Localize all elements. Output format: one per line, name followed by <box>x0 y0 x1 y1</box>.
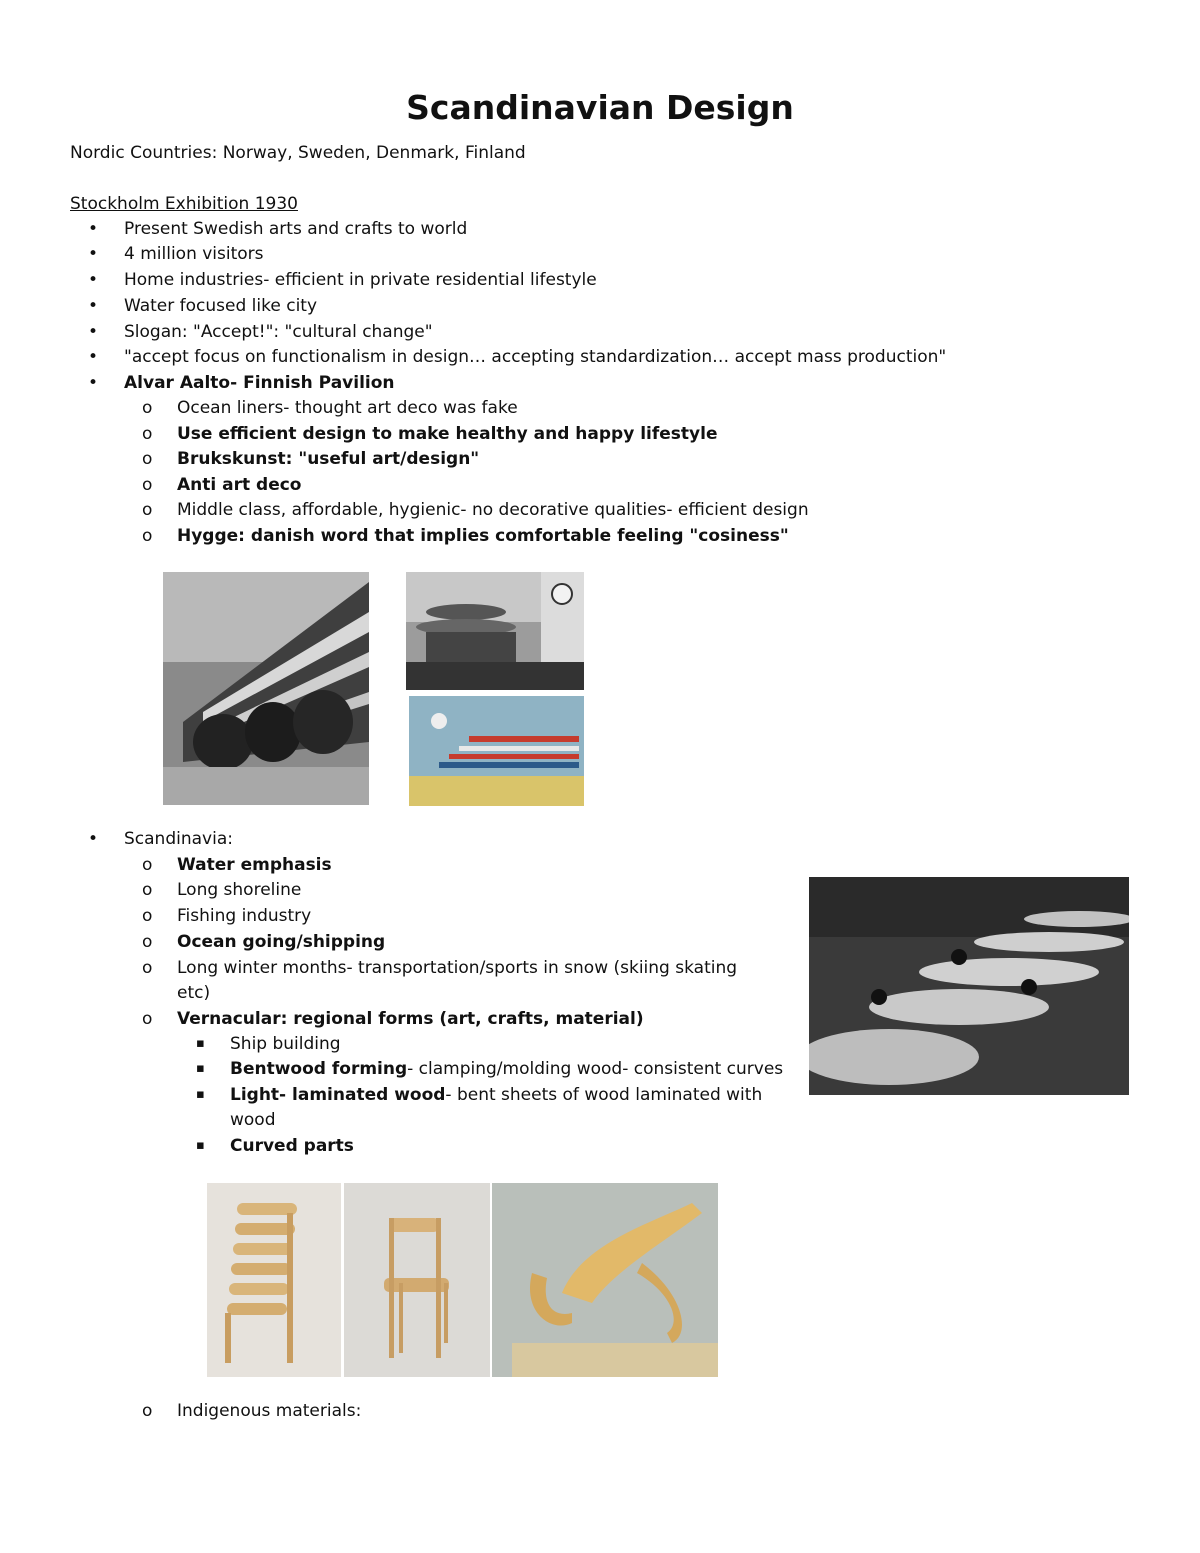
sub-list-item: Indigenous materials: <box>177 1401 362 1421</box>
circle-marker: o <box>142 500 153 520</box>
exhibition-poster-image <box>409 696 584 806</box>
list-item: Present Swedish arts and crafts to world <box>124 219 468 239</box>
list-item: Slogan: "Accept!": "cultural change" <box>124 322 433 342</box>
bullet-marker: • <box>88 244 99 264</box>
list-item: "accept focus on functionalism in design… accepting standardization… accept mass production" <box>124 347 947 367</box>
subsub-list-item <box>230 1058 783 1080</box>
bullet-marker: • <box>88 322 99 342</box>
circle-marker: o <box>142 880 153 900</box>
sub-list-item: Brukskunst: "useful art/design" <box>177 449 480 469</box>
sub-list-item-continued: etc) <box>177 983 211 1003</box>
circle-marker: o <box>142 475 153 495</box>
circle-marker: o <box>142 424 153 444</box>
boat-workshop-photo <box>809 877 1129 1095</box>
subtitle: Nordic Countries: Norway, Sweden, Denmark, Finland <box>70 143 526 163</box>
sub-list-item: Middle class, affordable, hygienic- no decorative qualities- efficient design <box>177 500 809 520</box>
sub-list-item: Long shoreline <box>177 880 302 900</box>
square-marker: ▪ <box>196 1138 205 1153</box>
subsub-list-item-continued: wood <box>230 1110 276 1130</box>
list-item: 4 million visitors <box>124 244 264 264</box>
stacked-stools-photo <box>207 1183 341 1377</box>
circle-marker: o <box>142 449 153 469</box>
subsub-list-item: Ship building <box>230 1034 341 1054</box>
circle-marker: o <box>142 526 153 546</box>
bentwood-desc: - clamping/molding wood- consistent curves <box>407 1059 784 1079</box>
sub-list-item: Anti art deco <box>177 475 302 495</box>
bentwood-term: Bentwood forming <box>230 1059 408 1079</box>
bullet-marker: • <box>88 829 99 849</box>
bullet-marker: • <box>88 347 99 367</box>
sub-list-item: Fishing industry <box>177 906 312 926</box>
bullet-marker: • <box>88 373 99 393</box>
subsub-list-item: Curved parts <box>230 1136 354 1156</box>
list-item: Scandinavia: <box>124 829 233 849</box>
sub-list-item: Vernacular: regional forms (art, crafts, material) <box>177 1009 644 1029</box>
circle-marker: o <box>142 1009 153 1029</box>
light-desc: - bent sheets of wood laminated with <box>445 1085 763 1105</box>
bullet-marker: • <box>88 219 99 239</box>
circle-marker: o <box>142 398 153 418</box>
circle-marker: o <box>142 932 153 952</box>
exhibition-building-photo <box>163 572 369 805</box>
paimio-chair-photo <box>492 1183 718 1377</box>
square-marker: ▪ <box>196 1087 205 1102</box>
page-title: Scandinavian Design <box>406 88 794 127</box>
exhibition-restaurant-photo <box>406 572 584 690</box>
list-item: Home industries- efficient in private residential lifestyle <box>124 270 597 290</box>
section-heading: Stockholm Exhibition 1930 <box>70 194 298 214</box>
circle-marker: o <box>142 1401 153 1421</box>
sub-list-item: Ocean going/shipping <box>177 932 386 952</box>
list-item: Water focused like city <box>124 296 318 316</box>
sub-list-item: Water emphasis <box>177 855 332 875</box>
subsub-list-item <box>230 1084 762 1106</box>
sub-list-item: Long winter months- transportation/sports in snow (skiing skating <box>177 958 738 978</box>
bullet-marker: • <box>88 270 99 290</box>
circle-marker: o <box>142 906 153 926</box>
light-term: Light- laminated wood <box>230 1085 446 1105</box>
sub-list-item: Ocean liners- thought art deco was fake <box>177 398 518 418</box>
square-marker: ▪ <box>196 1036 205 1051</box>
sub-list-item: Hygge: danish word that implies comfortable feeling "cosiness" <box>177 526 789 546</box>
list-item: Alvar Aalto- Finnish Pavilion <box>124 373 395 393</box>
square-marker: ▪ <box>196 1061 205 1076</box>
circle-marker: o <box>142 855 153 875</box>
wooden-chair-photo <box>344 1183 490 1377</box>
circle-marker: o <box>142 958 153 978</box>
bullet-marker: • <box>88 296 99 316</box>
sub-list-item: Use efficient design to make healthy and happy lifestyle <box>177 424 718 444</box>
